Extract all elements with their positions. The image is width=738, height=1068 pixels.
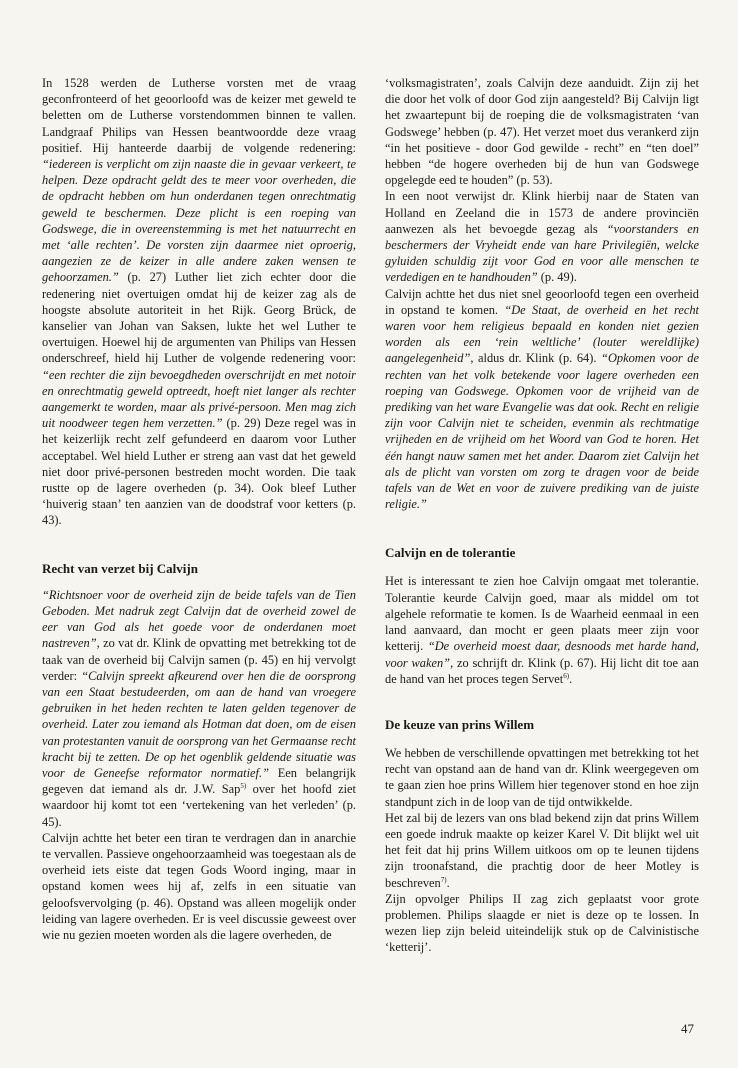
section-heading-prins-willem: De keuze van prins Willem <box>385 716 535 732</box>
quote-richtsnoer: “Richtsnoer voor de overheid zijn de beide tafels van de Tien Geboden. Met nadruk zegt Calvijn dat de overheid zowel de eer van God als het goede voor de onderdanen moet nastreven” <box>42 587 356 651</box>
footnote-marker: 7) <box>440 875 447 884</box>
paragraph-tolerantie <box>385 573 699 686</box>
text: In 1528 werden de Lutherse vorsten met de vraag geconfronteerd of het geoorloofd was de keizer met geweld te beletten om de Lutherse vorstendommen binnen te vallen. Landgraaf Philips van Hessen beantwoordde deze vraag positief. Hij hanteerde daarbij de volgende redenering: <box>42 76 356 155</box>
left-column <box>42 75 356 943</box>
paragraph-opstand <box>385 286 699 513</box>
text: In een noot verwijst dr. Klink hierbij naar de Staten van Holland en Zeeland die in 1573 de andere provinciën aanwezen als het bevoegde gezag als <box>385 189 699 236</box>
paragraph-opvattingen: We hebben de verschillende opvattingen met betrekking tot het recht van opstand aan de hand van dr. Klink weergegeven om te gaan zien hoe prins Willem hier tegenover stond en hoe zijn standpunt zich in de loop van de tijd ontwikkelde. <box>385 745 699 809</box>
paragraph-luther <box>42 75 356 529</box>
paragraph-volksmagistraten: ‘volksmagistraten’, zoals Calvijn deze aanduidt. Zijn zij het die door het volk of door God zijn aangesteld? Bij Calvijn ligt het zwaartepunt bij de roeping die de volksmagistraten ‘van Godswege’ hebben (p. 47). Het verzet moet dus verankerd zijn “in het positieve - door God gewilde - recht” en “ten doel” hebben “de hogere overheden bij de hun van Godswege opgelegde eed te houden” (p. 53). <box>385 76 699 188</box>
text: over het hoofd ziet waardoor hij komt tot een ‘vertekening van het verleden’ (p. 45). <box>42 782 356 829</box>
paragraph-noot-staten <box>385 188 699 285</box>
quote-opkomen: “Opkomen voor de rechten van het volk betekende voor lagere overheden een roeping van Godswege. Opkomen voor de vrijheid van de prediking van het ware Evangelie was dat ook. Recht en religie zijn voor Calvijn niet te scheiden, evenmin als rechtmatige vrijheden en de vrijheid om het Woord van God te horen. Het één hangt nauw samen met het ander. Daarom ziet Calvijn het als de plicht van vorsten om zorg te dragen voor de beide tafels van de Wet en voor de zuivere prediking van de juiste religie.” <box>385 351 699 512</box>
quote-bruck: “een rechter die zijn bevoegdheden overschrijdt en met notoir en onrechtmatig geweld optreedt, hoeft niet langer als rechter aangemerkt te worden, maar als privé-persoon. Men mag zich uit noodweer tegen hem verzetten.” <box>42 367 356 431</box>
footnote-marker: 5) <box>240 782 247 790</box>
right-column <box>385 75 699 956</box>
quote-voorstanders: “voorstanders en beschermers der Vryheidt ende van hare Privilegiën, welcke gyluiden schuldig zijt voor God en voor alle menschen te verdedigen en te handhouden” <box>385 221 700 285</box>
text: , aldus dr. Klink (p. 64). <box>470 351 602 366</box>
section-heading-verzet-calvijn: Recht van verzet bij Calvijn <box>42 560 198 576</box>
text: Een belangrijk gegeven dat iemand als dr. J.W. Sap <box>42 765 356 797</box>
text: , zo schrijft dr. Klink (p. 67). Hij licht dit toe aan de hand van het proces tegen Servet <box>385 655 699 686</box>
text: (p. 29) Deze regel was in het keizerlijk recht zelf gefundeerd en daarom voor Luther acceptabel. Wel hield Luther er streng aan vast dat het geweld niet door privé-personen bestreden mocht worden. Die taak rustte op de lagere overheden (p. 34). Ook bleef Luther ‘huiverig staan’ ten aanzien van de doodstraf voor ketters (p. 43). <box>42 416 357 528</box>
text: Het is interessant te zien hoe Calvijn omgaat met tolerantie. Tolerantie keurde Calvijn goed, maar als middel om tot algehele reformatie te komen. Is de Waarheid eenmaal in een land aanvaard, dan mocht er geen plaats meer zijn voor ketterij. <box>385 574 699 654</box>
paragraph-karel-v <box>385 810 699 891</box>
text: . <box>446 875 450 890</box>
section-heading-tolerantie: Calvijn en de tolerantie <box>385 545 516 561</box>
text: Calvijn achtte het dus niet snel geoorloofd tegen een overheid in opstand te komen. <box>385 286 699 317</box>
paragraph-tiran: Calvijn achtte het beter een tiran te verdragen dan in anarchie te vervallen. Passieve ongehoorzaamheid was toegestaan als de overheid iets eiste dat tegen Gods Woord inging, maar in opstand komen wees hij af, zelfs in een situatie van geloofsvervolging (p. 46). Opstand was alleen mogelijk onder leiding van lagere overheden. Er is veel discussie geweest over wie nu gezien moeten worden als die lagere overheden, de <box>42 830 356 942</box>
quote-philips: “iedereen is verplicht om zijn naaste die in gevaar verkeert, te helpen. Deze opdracht geldt des te meer voor overheden, die de opdracht hebben om hun onderdanen tegen onrechtmatig geweld te beschermen. Deze plicht is een roeping van Godswege, die in overeenstemming is met het natuurrecht en met ‘alle rechten’. De vorsten zijn daarmee niet oproerig, aangezien ze de keizer in alle andere zaken wensen te gehoorzamen.” <box>42 157 356 285</box>
text: , zo vat dr. Klink de opvatting met betrekking tot de taak van de overheid bij Calvijn samen (p. 45) en hij vervolgt verder: <box>42 636 356 683</box>
footnote-marker: 6) <box>563 671 570 680</box>
quote-overheid-moest: “De overheid moest daar, desnoods met harde hand, voor waken” <box>385 639 699 670</box>
paragraph-calvijn-overheid <box>42 587 356 830</box>
text: Het zal bij de lezers van ons blad bekend zijn dat prins Willem een goede indruk maakte op keizer Karel V. Dit blijkt wel uit het feit dat hij prins Willem uitkoos om op te leunen tijdens zijn troonafstand, die prachtig door de heer Motley is beschreven <box>385 810 699 890</box>
text: (p. 49). <box>537 270 577 285</box>
paragraph-philips-ii: Zijn opvolger Philips II zag zich geplaatst voor grote problemen. Philips slaagde er niet is deze op te lossen. In wezen liep zijn beleid uiteindelijk stuk op de Calvinistische ‘ketterij’. <box>385 891 699 955</box>
quote-de-staat: “De Staat, de overheid en het recht waren voor hem religieus bepaald en konden niet gezien worden als een ‘rein weltliche’ (louter wereldlijke) aangelegenheid” <box>385 302 699 366</box>
page-number: 47 <box>681 1021 694 1036</box>
quote-calvijn-spreekt: “Calvijn spreekt afkeurend over hen die de oorsprong van een Staat bestudeerden, om aan de hand van vroegere gebruiken in het heden rechten te laten gelden tegenover de overheid. Later zou iemand als Hotman dat doen, om de eisen van protestanten vanuit de oorsprong van het Germaanse recht kracht bij te zetten. De op het ogenblik geldende situatie was voor de Geneefse reformator normatief.” <box>42 668 356 780</box>
text: . <box>569 671 573 686</box>
text: (p. 27) Luther liet zich echter door die redenering niet overtuigen omdat hij de keizer zag als de hoogste absolute autoriteit in het Rijk. Georg Brück, de kanselier van Johan van Saksen, lukte het wel Luther te overtuigen. Hoewel hij de argumenten van Philips van Hessen onderschreef, hield hij Luther de volgende redenering voor: <box>42 270 356 366</box>
